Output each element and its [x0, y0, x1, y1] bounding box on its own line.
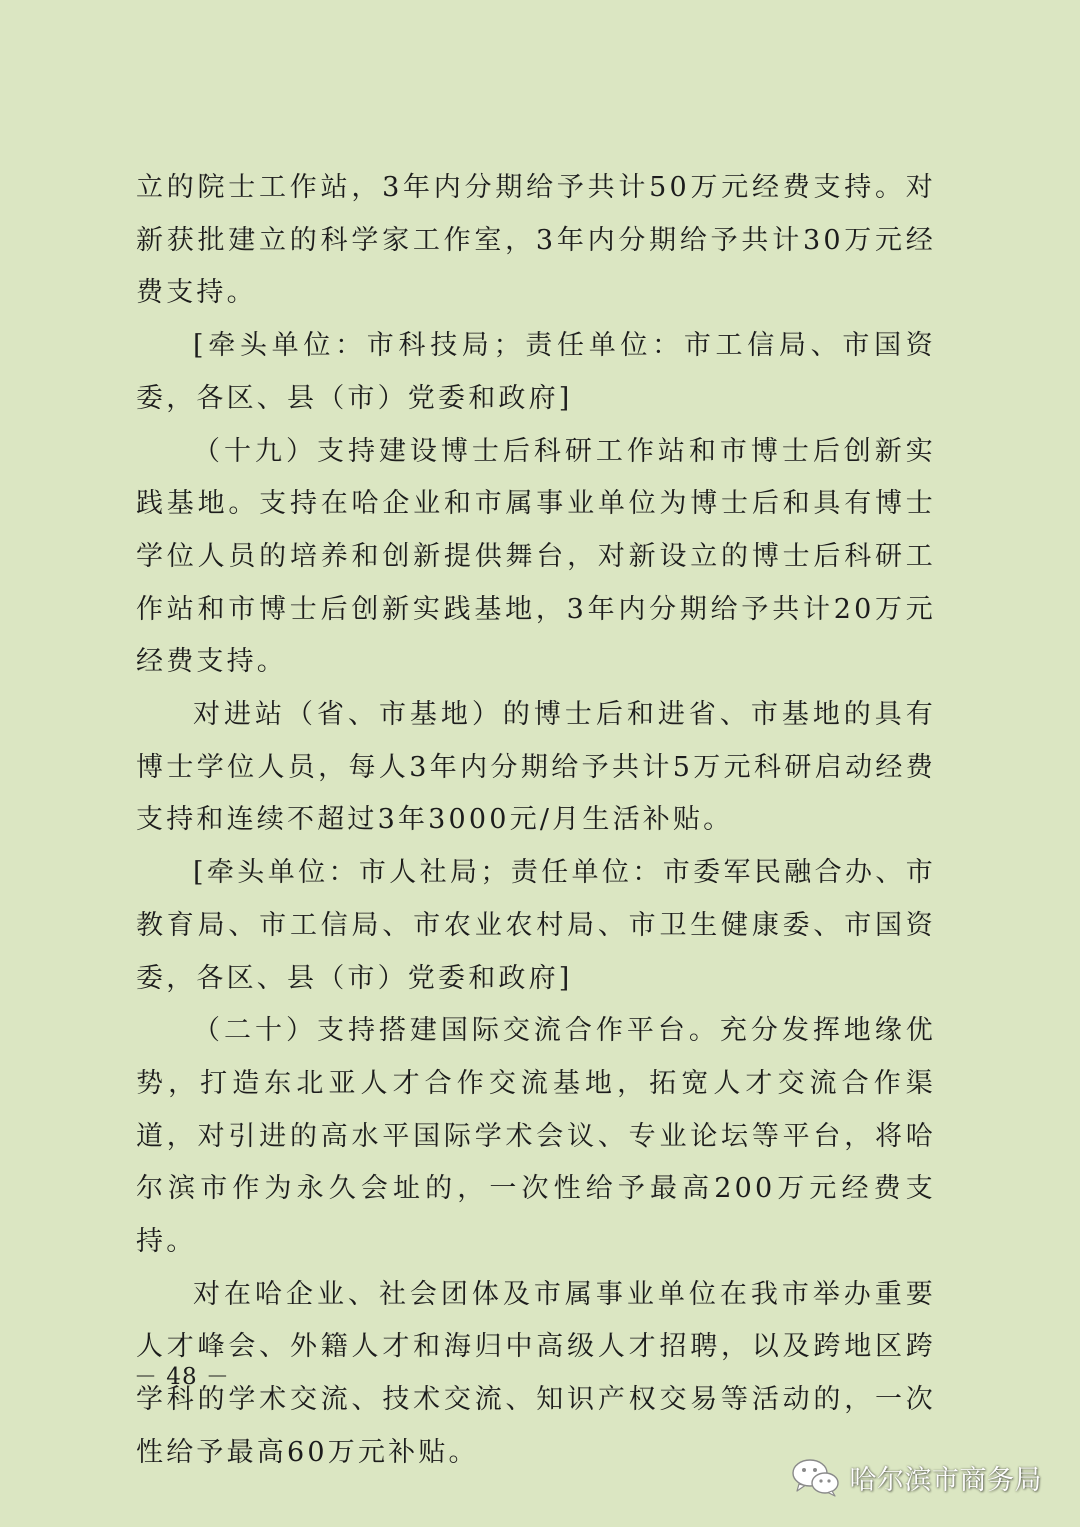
paragraph-item-20: （二十）支持搭建国际交流合作平台。充分发挥地缘优势，打造东北亚人才合作交流基地，拓宽人才交流合作渠道，对引进的高水平国际学术会议、专业论坛等平台，将哈尔滨市作为永久会址的，一次性给予最高200万元经费支持。: [136, 1015, 936, 1258]
wechat-icon: [790, 1457, 842, 1497]
paragraph-postdoc-support: 对进站（省、市基地）的博士后和进省、市基地的具有博士学位人员，每人3年内分期给予共计5万元科研启动经费支持和连续不超过3年3000元/月生活补贴。: [136, 699, 936, 836]
paragraph-item-19: （十九）支持建设博士后科研工作站和市博士后创新实践基地。支持在哈企业和市属事业单位为博士后和具有博士学位人员的培养和创新提供舞台，对新设立的博士后科研工作站和市博士后创新实践基地，3年内分期给予共计20万元经费支持。: [136, 435, 936, 678]
document-body: [136, 162, 936, 1480]
paragraph-responsible-units: [牵头单位：市科技局；责任单位：市工信局、市国资委，各区、县（市）党委和政府]: [136, 330, 936, 414]
watermark-text: 哈尔滨市商务局: [849, 1464, 1042, 1496]
paragraph-continuation: 立的院士工作站，3年内分期给予共计50万元经费支持。对新获批建立的科学家工作室，3年内分期给予共计30万元经费支持。: [136, 172, 936, 309]
paragraph-responsible-units: [牵头单位：市人社局；责任单位：市委军民融合办、市教育局、市工信局、市农业农村局、市卫生健康委、市国资委，各区、县（市）党委和政府]: [136, 857, 936, 994]
paragraph-event-subsidy: 对在哈企业、社会团体及市属事业单位在我市举办重要人才峰会、外籍人才和海归中高级人才招聘，以及跨地区跨学科的学术交流、技术交流、知识产权交易等活动的，一次性给予最高60万元补贴。: [136, 1278, 936, 1468]
page-number: － 48 －: [134, 1364, 230, 1390]
watermark: [790, 1457, 1043, 1497]
